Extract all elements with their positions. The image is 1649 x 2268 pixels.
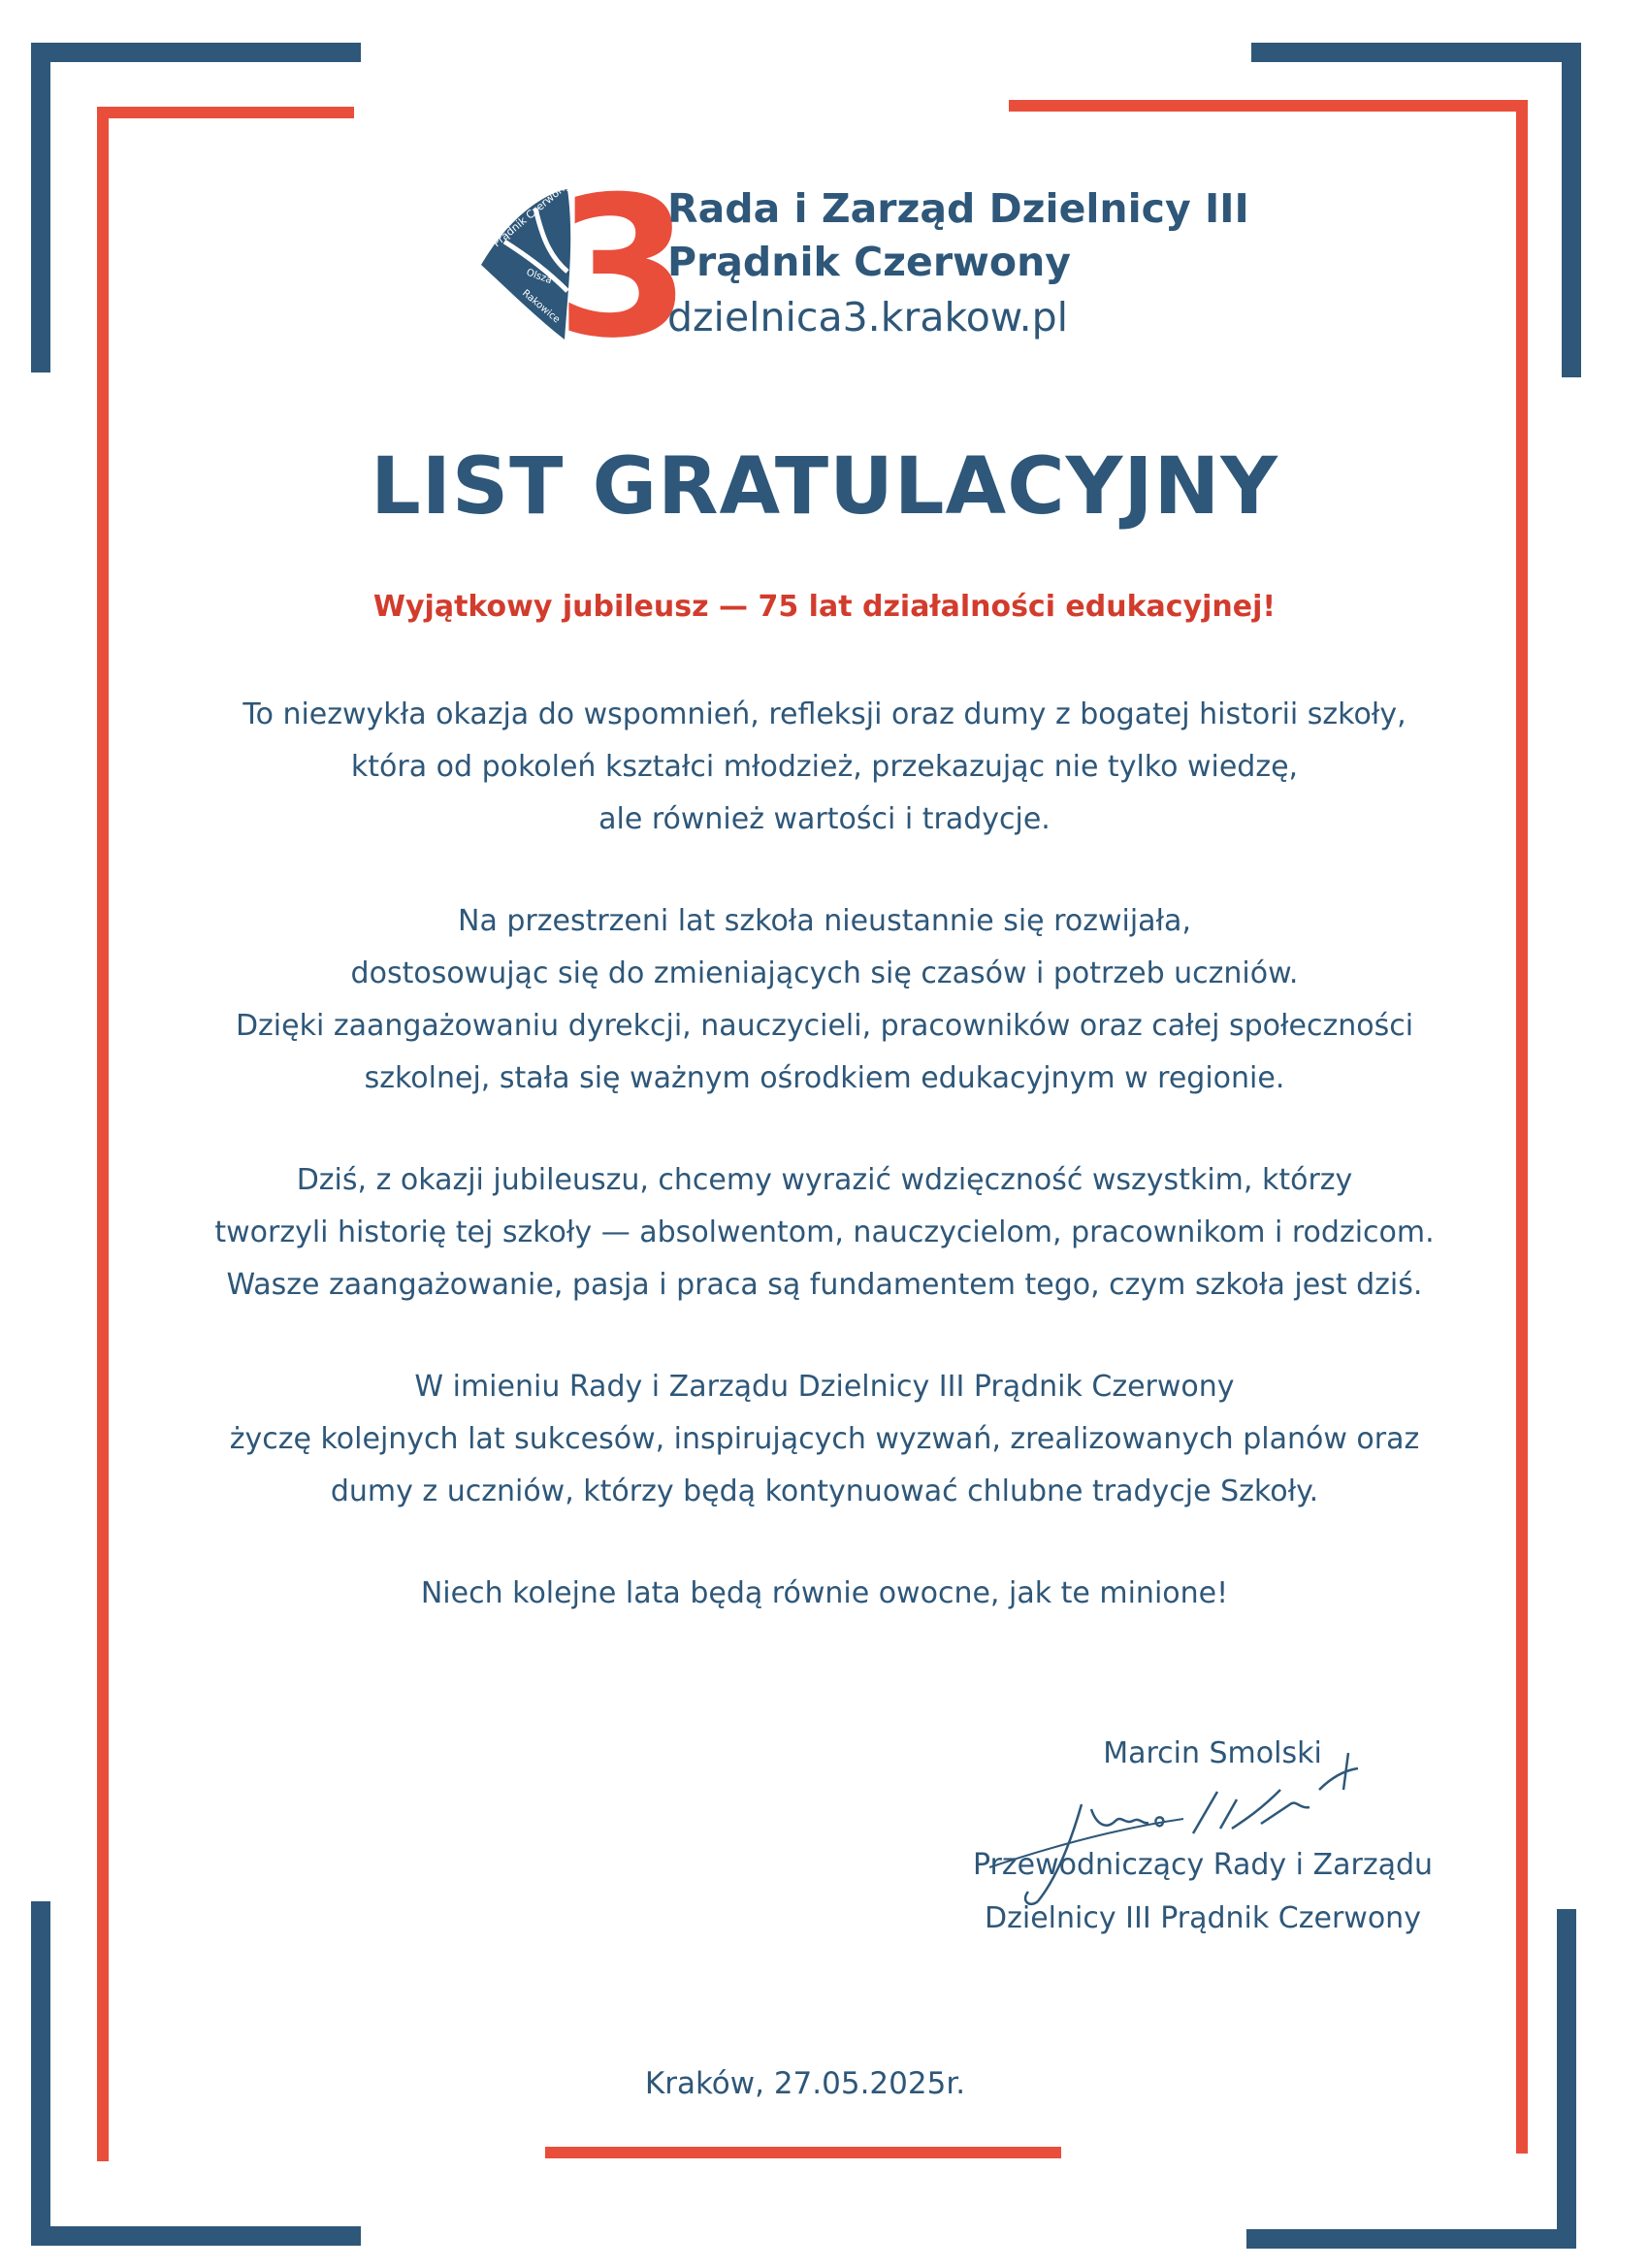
signatory-name: Marcin Smolski	[1103, 1736, 1322, 1770]
paragraph-4	[146, 1361, 1504, 1518]
paragraph-3	[146, 1154, 1504, 1312]
logo-shield-label-2: Olsza	[524, 267, 554, 287]
logo-numeral-3: 3	[556, 155, 692, 381]
body-line: dumy z uczniów, którzy będą kontynuować chlubne tradycje Szkoły.	[330, 1474, 1319, 1508]
body-line: życzę kolejnych lat sukcesów, inspirujących wyzwań, zrealizowanych planów oraz	[229, 1422, 1420, 1456]
signatory-role-line-1: Przewodniczący Rady i Zarządu	[972, 1848, 1434, 1882]
header-district-name: Prądnik Czerwony	[667, 239, 1072, 285]
frame-top-left-red-horizontal	[97, 107, 354, 118]
signatory-role-line-2: Dzielnicy III Prądnik Czerwony	[985, 1901, 1421, 1935]
body-line: szkolnej, stała się ważnym ośrodkiem edukacyjnym w regionie.	[364, 1061, 1285, 1095]
frame-top-left-horizontal	[31, 43, 361, 62]
paragraph-2	[146, 895, 1504, 1105]
body-line: Dziś, z okazji jubileuszu, chcemy wyrazić wdzięczność wszystkim, którzy	[296, 1163, 1353, 1197]
body-line: W imieniu Rady i Zarządu Dzielnicy III Prądnik Czerwony	[414, 1370, 1235, 1404]
frame-top-right-red-horizontal	[1009, 100, 1528, 112]
letter-body	[146, 689, 1504, 1669]
logo-shield-label-1: Prądnik Czerwony	[490, 178, 572, 250]
frame-top-right-horizontal	[1251, 43, 1581, 62]
frame-right-red-vertical	[1516, 100, 1528, 2154]
place-and-date: Kraków, 27.05.2025r.	[644, 2066, 966, 2101]
frame-left-red-vertical	[97, 107, 109, 2161]
body-line: Wasze zaangażowanie, pasja i praca są fundamentem tego, czym szkoła jest dziś.	[226, 1268, 1423, 1302]
body-line: dostosowując się do zmieniających się czasów i potrzeb uczniów.	[350, 956, 1299, 990]
body-line: która od pokoleń kształci młodzież, przekazując nie tylko wiedzę,	[350, 750, 1299, 784]
signatory-role	[912, 1838, 1494, 1945]
paragraph-5	[146, 1568, 1504, 1620]
subtitle: Wyjątkowy jubileusz — 75 lat działalności edukacyjnej!	[372, 590, 1277, 624]
frame-bottom-right-horizontal	[1246, 2229, 1576, 2249]
district-3-logo	[475, 155, 692, 381]
header-council-name: Rada i Zarząd Dzielnicy III	[667, 185, 1249, 232]
body-line: Niech kolejne lata będą równie owocne, jak te minione!	[420, 1576, 1229, 1610]
body-line: To niezwykła okazja do wspomnień, refleksji oraz dumy z bogatej historii szkoły,	[242, 697, 1406, 731]
body-line: tworzyli historię tej szkoły — absolwentom, nauczycielom, pracownikom i rodzicom.	[214, 1215, 1435, 1249]
body-line: Dzięki zaangażowaniu dyrekcji, nauczycieli, pracowników oraz całej społeczności	[235, 1009, 1414, 1043]
paragraph-1	[146, 689, 1504, 846]
frame-bottom-left-horizontal	[31, 2226, 361, 2246]
header-website: dzielnica3.krakow.pl	[667, 294, 1069, 340]
logo-shield-label-3: Rakowice	[520, 287, 563, 326]
frame-top-left-vertical	[31, 43, 50, 373]
body-line: ale również wartości i tradycje.	[598, 802, 1051, 836]
header-block	[667, 182, 1249, 345]
page-title: LIST GRATULACYJNY	[371, 441, 1278, 533]
body-line: Na przestrzeni lat szkoła nieustannie się rozwijała,	[458, 904, 1191, 938]
frame-bottom-center-red	[545, 2147, 1061, 2158]
frame-top-right-vertical	[1562, 43, 1581, 377]
